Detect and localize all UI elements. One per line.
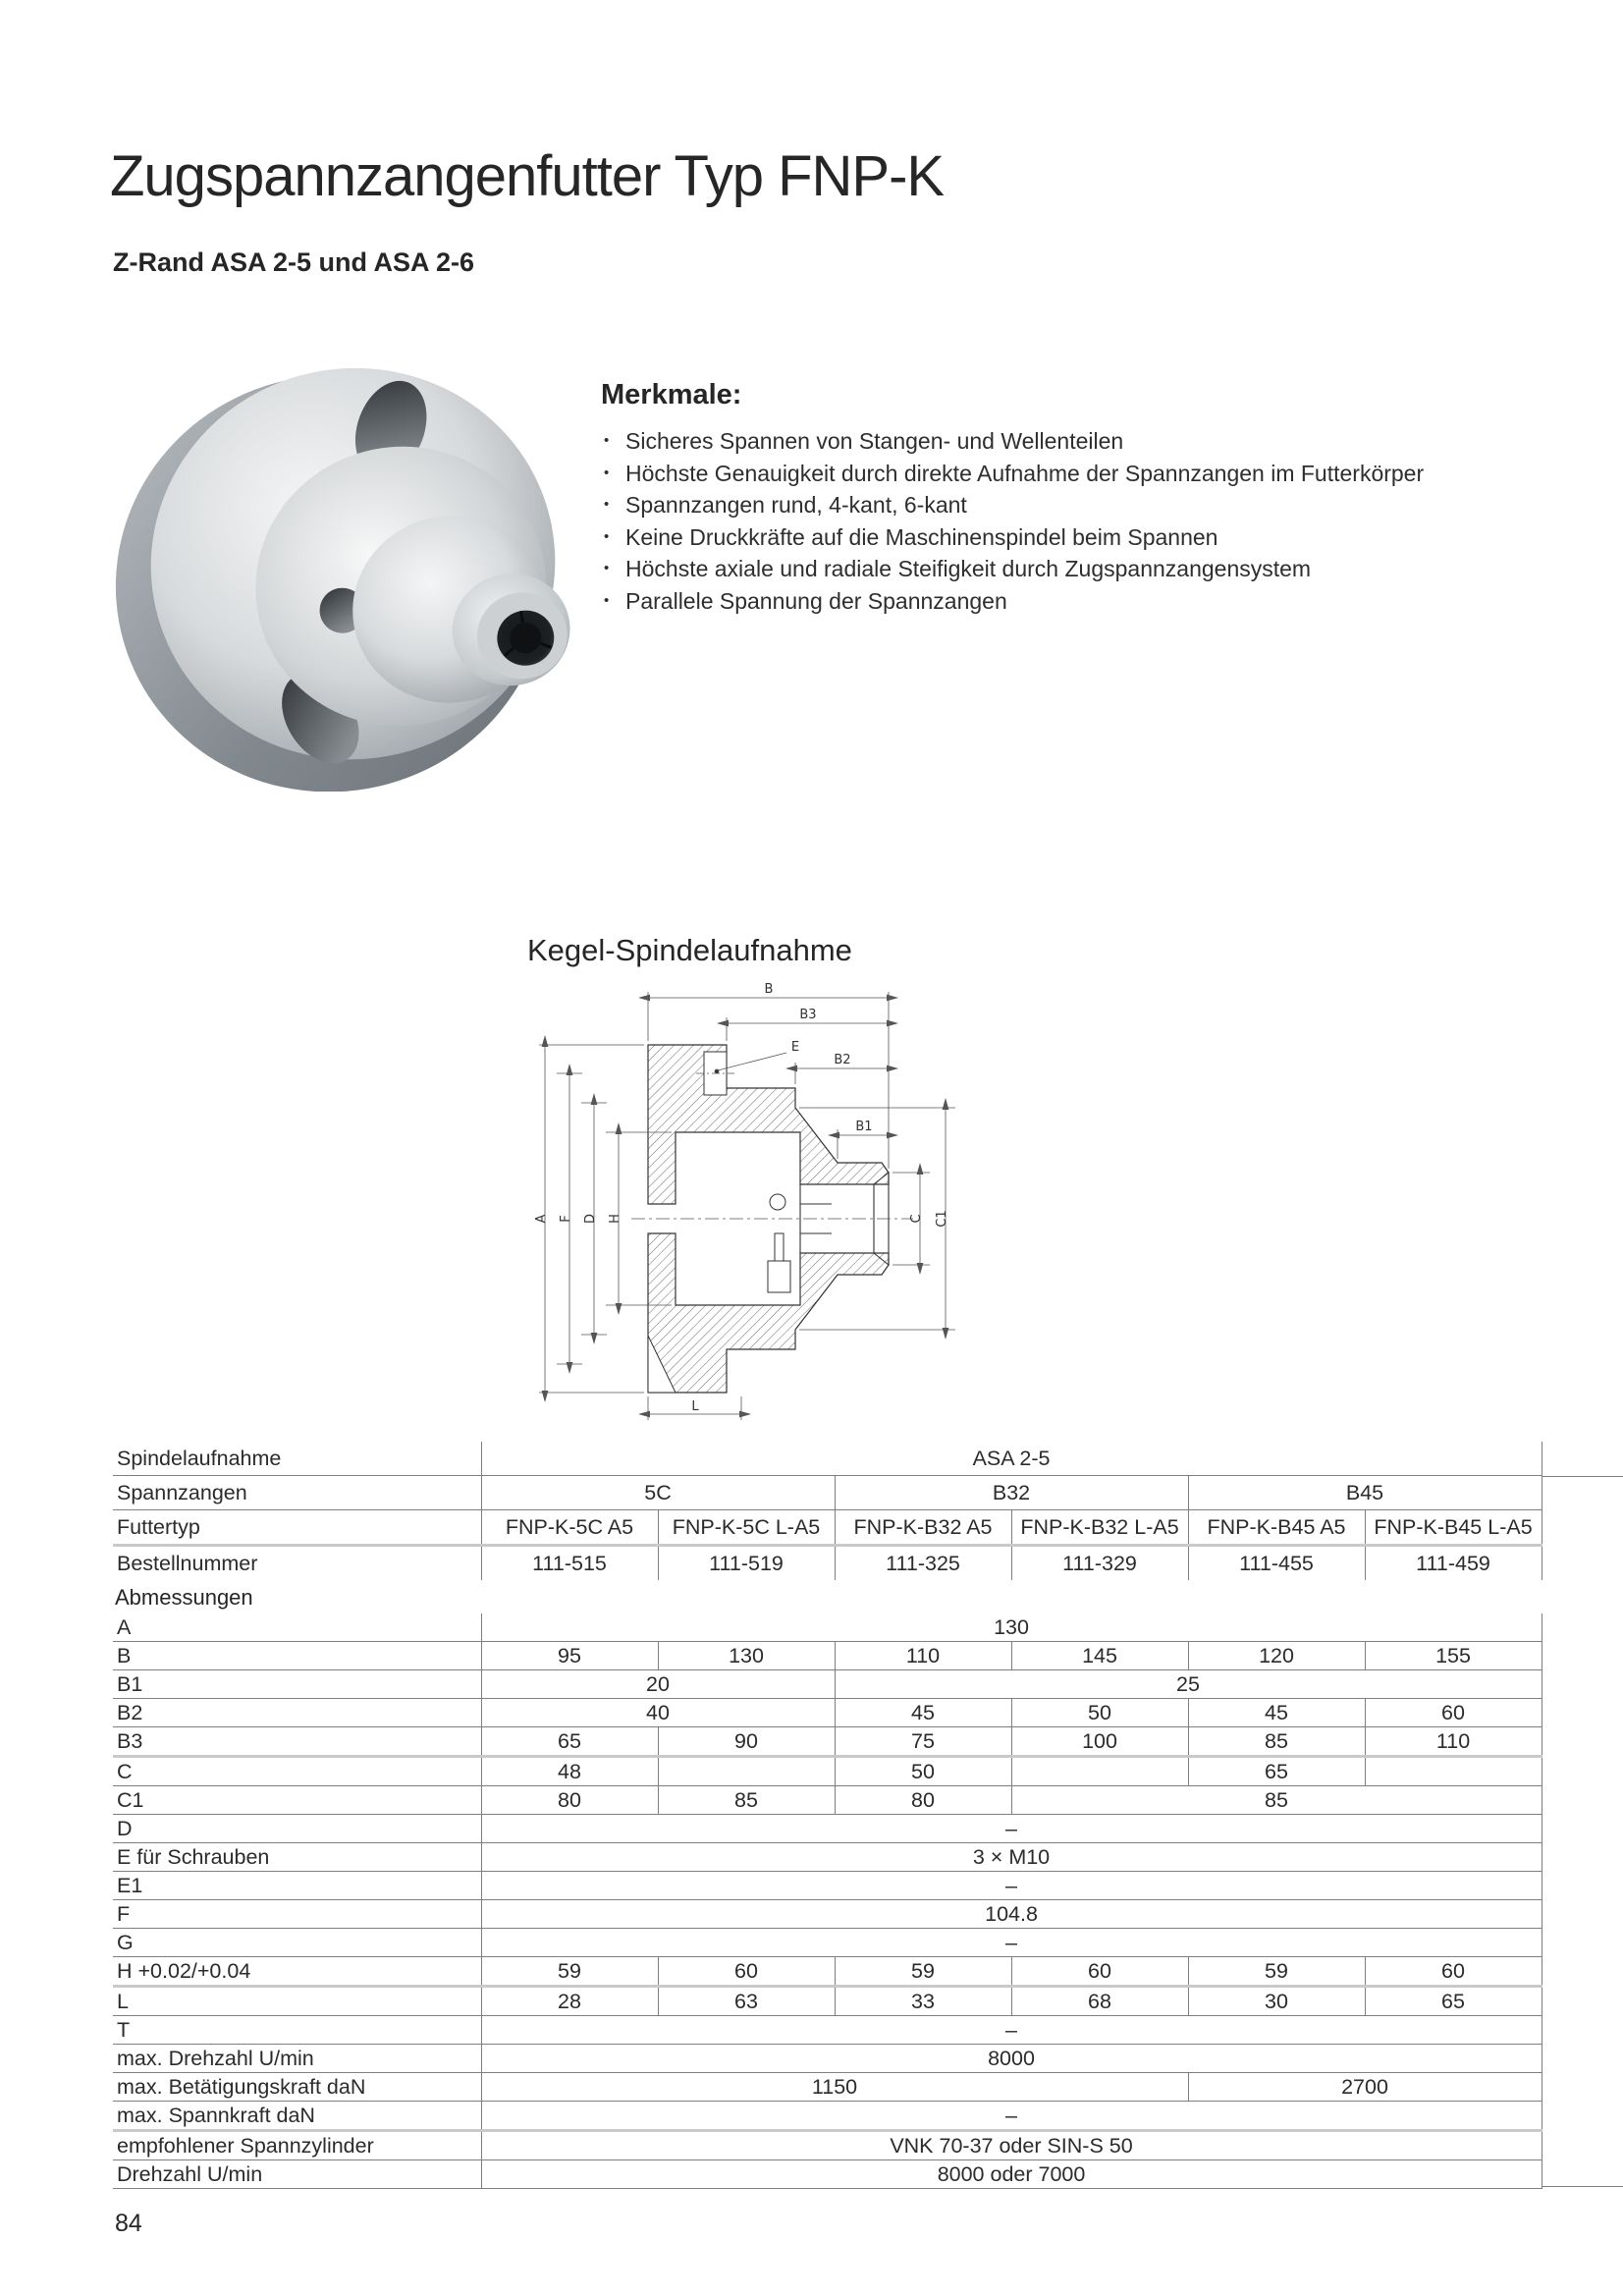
table-row [113, 1613, 1542, 1642]
table-row [113, 1546, 1542, 1581]
value-cell: 60 [1365, 1699, 1542, 1727]
value-cell: 68 [1011, 1987, 1188, 2016]
row-label: G [113, 1929, 481, 1957]
dim-label-D: D [583, 1213, 598, 1225]
dimension-lines [539, 992, 955, 1420]
value-cell: – [481, 1872, 1542, 1900]
row-label: F [113, 1900, 481, 1929]
section-lower [648, 1233, 889, 1393]
dim-label-C: C [909, 1214, 924, 1224]
value-cell: B45 [1188, 1476, 1542, 1510]
table-row [113, 2160, 1542, 2189]
dim-label-B: B [764, 982, 774, 997]
value-cell: 40 [481, 1699, 835, 1727]
value-cell: 63 [658, 1987, 835, 2016]
value-cell: 2700 [1188, 2073, 1542, 2102]
value-cell: FNP-K-B32 L-A5 [1011, 1510, 1188, 1546]
technical-drawing [496, 980, 1085, 1440]
value-cell: – [481, 2016, 1542, 2045]
value-cell: 60 [1365, 1957, 1542, 1987]
product-photo [103, 352, 594, 792]
cross-hole [770, 1194, 785, 1210]
table-row [113, 1757, 1542, 1786]
value-cell: 50 [1011, 1699, 1188, 1727]
row-label: D [113, 1815, 481, 1843]
table-row [113, 1843, 1542, 1872]
dim-label-A: A [534, 1214, 549, 1224]
value-cell: 25 [835, 1670, 1542, 1699]
table-row [113, 1699, 1542, 1727]
value-cell: 45 [835, 1699, 1011, 1727]
row-label: max. Spannkraft daN [113, 2102, 481, 2131]
feature-item: • Sicheres Spannen von Stangen- und Wellenteilen [601, 425, 1431, 458]
value-cell: 48 [481, 1757, 658, 1786]
feature-item: • Höchste axiale und radiale Steifigkeit durch Zugspannzangensystem [601, 553, 1431, 585]
value-cell: – [481, 1929, 1542, 1957]
row-label: Bestellnummer [117, 1551, 258, 1575]
rule-extension-bottom [1542, 2186, 1623, 2187]
value-cell: 95 [481, 1642, 658, 1670]
value-cell: 45 [1188, 1699, 1365, 1727]
table-row [113, 1670, 1542, 1699]
dim-label-F: F [559, 1215, 573, 1223]
row-label: B1 [113, 1670, 481, 1699]
rule-extension-top [1542, 1476, 1623, 1477]
value-cell: FNP-K-5C A5 [481, 1510, 658, 1546]
dim-label-H: H [608, 1214, 622, 1224]
table-row [113, 1510, 1542, 1546]
value-cell: 120 [1188, 1642, 1365, 1670]
value-cell: 65 [1188, 1757, 1365, 1786]
value-cell: 111-515 [481, 1546, 658, 1581]
value-cell: 80 [835, 1786, 1011, 1815]
value-cell: ASA 2-5 [481, 1442, 1542, 1476]
feature-item: • Höchste Genauigkeit durch direkte Aufnahme der Spannzangen im Futterkörper [601, 458, 1431, 490]
value-cell: 5C [481, 1476, 835, 1510]
row-label: C1 [113, 1786, 481, 1815]
row-label: A [113, 1613, 481, 1642]
value-cell: B32 [835, 1476, 1188, 1510]
pin [768, 1233, 790, 1292]
value-cell: – [481, 2102, 1542, 2131]
value-cell: FNP-K-B45 A5 [1188, 1510, 1365, 1546]
value-cell: 111-519 [658, 1546, 835, 1581]
table-row [113, 2016, 1542, 2045]
row-label: Drehzahl U/min [113, 2160, 481, 2189]
value-cell: 20 [481, 1670, 835, 1699]
feature-item: • Keine Druckkräfte auf die Maschinenspindel beim Spannen [601, 521, 1431, 554]
value-cell: 110 [1365, 1727, 1542, 1757]
table-row [113, 2045, 1542, 2073]
value-cell: 8000 [481, 2045, 1542, 2073]
page-title: Zugspannzangenfutter Typ FNP-K [110, 144, 945, 208]
value-cell: 110 [835, 1642, 1011, 1670]
table-row [113, 1957, 1542, 1987]
dim-label-C1: C1 [935, 1210, 949, 1228]
features-list [601, 425, 1431, 617]
value-cell: 80 [481, 1786, 658, 1815]
table-row [113, 1786, 1542, 1815]
page-subtitle: Z-Rand ASA 2-5 und ASA 2-6 [113, 247, 475, 277]
value-cell: 104.8 [481, 1900, 1542, 1929]
table-row [113, 2131, 1542, 2160]
value-cell: 85 [1011, 1786, 1542, 1815]
row-label: E für Schrauben [113, 1843, 481, 1872]
dim-label-E: E [790, 1040, 800, 1055]
value-cell: 8000 oder 7000 [481, 2160, 1542, 2189]
value-cell: 3 × M10 [481, 1843, 1542, 1872]
table-row [113, 1642, 1542, 1670]
table-row [113, 1476, 1542, 1510]
value-cell: – [481, 1815, 1542, 1843]
value-cell [1011, 1757, 1188, 1786]
value-cell: 90 [658, 1727, 835, 1757]
value-cell: 65 [481, 1727, 658, 1757]
value-cell: 111-459 [1365, 1546, 1542, 1581]
dim-label-L: L [691, 1399, 699, 1414]
dim-label-B3: B3 [799, 1008, 817, 1022]
chuck-photo-illustration [103, 352, 594, 792]
value-cell: 30 [1188, 1987, 1365, 2016]
row-label: T [113, 2016, 481, 2045]
value-cell: FNP-K-B45 L-A5 [1365, 1510, 1542, 1546]
value-cell: 130 [481, 1613, 1542, 1642]
table-row [113, 1929, 1542, 1957]
value-cell: 145 [1011, 1642, 1188, 1670]
value-cell: 75 [835, 1727, 1011, 1757]
value-cell: 60 [1011, 1957, 1188, 1987]
feature-item: • Spannzangen rund, 4-kant, 6-kant [601, 489, 1431, 521]
row-label: L [113, 1987, 481, 2016]
value-cell: 65 [1365, 1987, 1542, 2016]
row-label: max. Drehzahl U/min [113, 2045, 481, 2073]
dim-label-B2: B2 [834, 1053, 851, 1067]
row-label: B3 [113, 1727, 481, 1757]
page-number: 84 [115, 2210, 142, 2237]
value-cell: 60 [658, 1957, 835, 1987]
value-cell: FNP-K-5C L-A5 [658, 1510, 835, 1546]
row-label: Futtertyp [113, 1510, 481, 1546]
value-cell: 1150 [481, 2073, 1188, 2102]
value-cell: 111-329 [1011, 1546, 1188, 1581]
row-label: Spannzangen [113, 1476, 481, 1510]
feature-item: • Parallele Spannung der Spannzangen [601, 585, 1431, 618]
table-row [113, 1900, 1542, 1929]
table-row [113, 1872, 1542, 1900]
value-cell: 100 [1011, 1727, 1188, 1757]
value-cell: 59 [481, 1957, 658, 1987]
row-label: B2 [113, 1699, 481, 1727]
dim-label-B1: B1 [855, 1120, 873, 1134]
row-label: E1 [113, 1872, 481, 1900]
value-cell: 85 [658, 1786, 835, 1815]
row-label: H +0.02/+0.04 [113, 1957, 481, 1987]
value-cell: 155 [1365, 1642, 1542, 1670]
table-row [113, 1727, 1542, 1757]
features-section [601, 379, 1534, 617]
value-cell: 130 [658, 1642, 835, 1670]
value-cell: 33 [835, 1987, 1011, 2016]
row-label: B [113, 1642, 481, 1670]
dimensions-heading: Abmessungen [115, 1585, 253, 1610]
table-row [113, 2073, 1542, 2102]
value-cell: 50 [835, 1757, 1011, 1786]
dimensions-table [113, 1613, 1542, 2189]
cross-section-drawing [496, 980, 1085, 1440]
spec-table [113, 1442, 1542, 1580]
row-label: Spindelaufnahme [113, 1442, 481, 1476]
value-cell: 85 [1188, 1727, 1365, 1757]
drawing-title: Kegel-Spindelaufnahme [527, 933, 852, 967]
table-row [113, 1987, 1542, 2016]
table-row [113, 2102, 1542, 2131]
row-label: max. Betätigungskraft daN [113, 2073, 481, 2102]
value-cell [658, 1757, 835, 1786]
value-cell: 111-455 [1188, 1546, 1365, 1581]
value-cell: VNK 70-37 oder SIN-S 50 [481, 2131, 1542, 2160]
row-label: empfohlener Spannzylinder [113, 2131, 481, 2160]
features-heading: Merkmale: [601, 379, 742, 410]
value-cell [1365, 1757, 1542, 1786]
value-cell: 28 [481, 1987, 658, 2016]
value-cell: FNP-K-B32 A5 [835, 1510, 1011, 1546]
row-label: C [113, 1757, 481, 1786]
table-row [113, 1815, 1542, 1843]
table-row [113, 1442, 1542, 1476]
value-cell: 59 [835, 1957, 1011, 1987]
value-cell: 111-325 [835, 1546, 1011, 1581]
value-cell: 59 [1188, 1957, 1365, 1987]
